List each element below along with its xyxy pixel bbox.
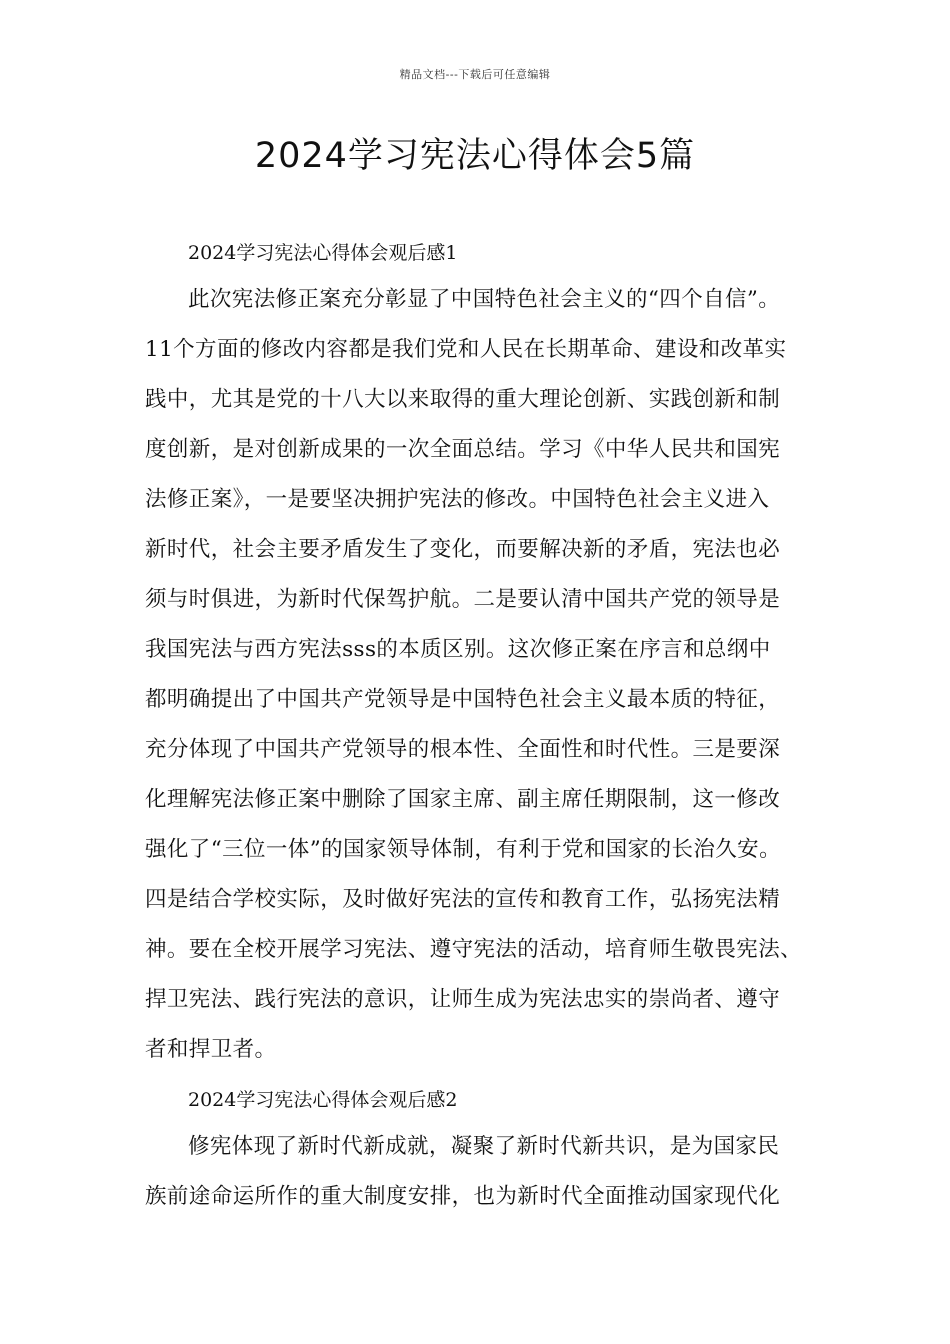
paragraph-line: 践中，尤其是党的十八大以来取得的重大理论创新、实践创新和制 [145,387,781,412]
section-heading-2: 2024学习宪法心得体会观后感2 [188,1089,458,1111]
header-note: 精品文档---下载后可任意编辑 [399,68,551,81]
paragraph-line: 捍卫宪法、践行宪法的意识，让师生成为宪法忠实的崇尚者、遵守 [145,987,781,1012]
paragraph-2 [145,1122,835,1222]
paragraph-line: 化理解宪法修正案中删除了国家主席、副主席任期限制，这一修改 [145,787,781,812]
paragraph-line: 此次宪法修正案充分彰显了中国特色社会主义的“四个自信”。 [188,287,781,312]
paragraph-line: 度创新，是对创新成果的一次全面总结。学习《中华人民共和国宪 [145,437,781,462]
document-title: 2024学习宪法心得体会5篇 [254,136,696,176]
paragraph-line: 强化了“三位一体”的国家领导体制，有利于党和国家的长治久安。 [145,837,781,862]
section-heading-1: 2024学习宪法心得体会观后感1 [188,242,458,264]
paragraph-line: 族前途命运所作的重大制度安排，也为新时代全面推动国家现代化 [145,1184,781,1209]
paragraph-line: 新时代，社会主要矛盾发生了变化，而要解决新的矛盾，宪法也必 [145,537,781,562]
paragraph-line: 11个方面的修改内容都是我们党和人民在长期革命、建设和改革实 [145,337,787,362]
paragraph-line: 四是结合学校实际，及时做好宪法的宣传和教育工作，弘扬宪法精 [145,887,781,912]
paragraph-line: 修宪体现了新时代新成就，凝聚了新时代新共识，是为国家民 [188,1134,780,1159]
paragraph-1 [145,275,835,1075]
paragraph-line: 都明确提出了中国共产党领导是中国特色社会主义最本质的特征， [145,687,781,712]
paragraph-line: 神。要在全校开展学习宪法、遵守宪法的活动，培育师生敬畏宪法、 [145,937,803,962]
document-body [145,231,835,1222]
paragraph-line: 我国宪法与西方宪法sss的本质区别。这次修正案在序言和总纲中 [145,637,771,662]
paragraph-line: 法修正案》，一是要坚决拥护宪法的修改。中国特色社会主义进入 [145,487,770,512]
paragraph-line: 者和捍卫者。 [145,1037,277,1062]
paragraph-line: 须与时俱进，为新时代保驾护航。二是要认清中国共产党的领导是 [145,587,781,612]
paragraph-line: 充分体现了中国共产党领导的根本性、全面性和时代性。三是要深 [145,737,781,762]
